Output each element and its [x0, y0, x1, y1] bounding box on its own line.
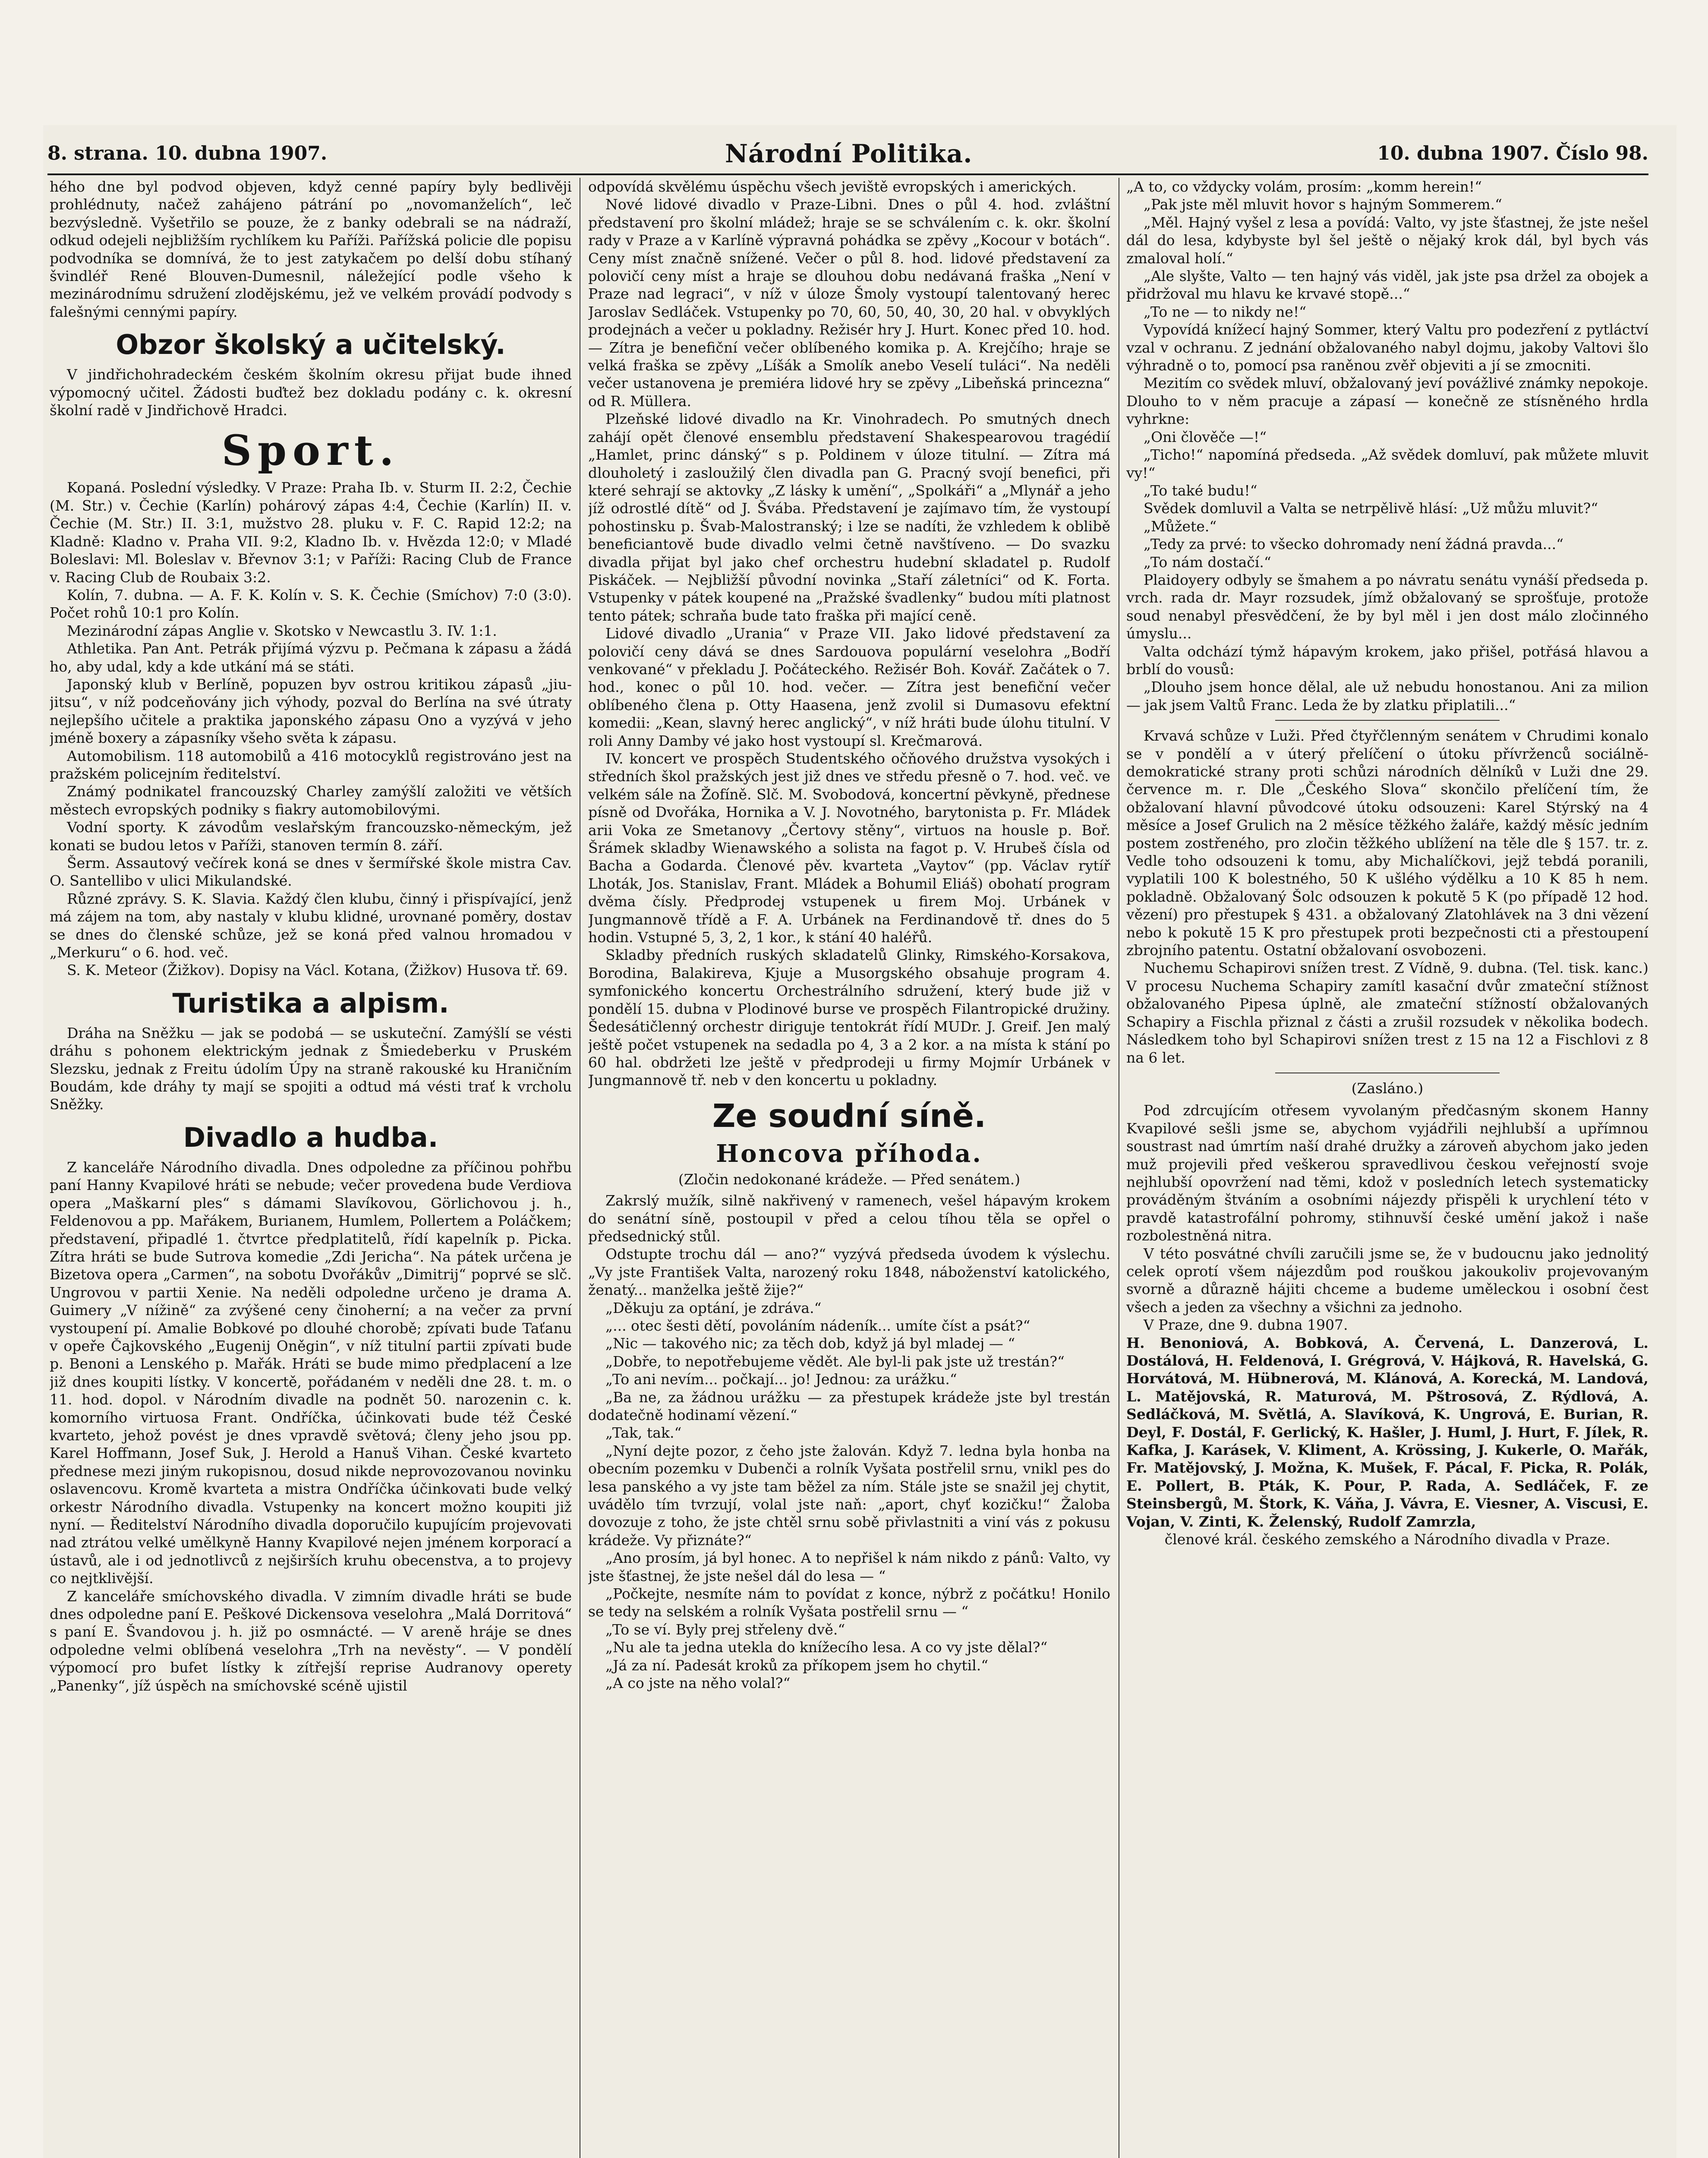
article-text: Mezinárodní zápas Anglie v. Skotsko v Newcastlu 3. IV. 1:1. [67, 622, 497, 639]
article-text: odpovídá skvělému úspěchu všech jeviště evropských i amerických. [588, 178, 1077, 195]
article-text: „Pak jste měl mluvit hovor s hajným Sommerem.“ [1144, 196, 1503, 213]
article-text: „A to, co vždycky volám, prosím: „komm herein!“ [1126, 178, 1482, 195]
article-title: Honcova příhoda. [716, 1139, 983, 1168]
separator-rule [1275, 720, 1500, 721]
article-text: Valta odchází týmž hápavým krokem, jako přišel, potřásá hlavou a brblí do vousů: [1126, 643, 1648, 678]
article-text: Různé zprávy. S. K. Slavia. Každý člen klubu, činný i přispívající, jenž má zájem na tom, aby nastaly v klubu klidné, urovnané poměry, dostav se dnes do členské schůze, jež se koná před valnou hromadou v „Merkuru“ o 6. hod. več. [50, 890, 572, 961]
article-text: Z kanceláře smíchovského divadla. V zimním divadle hráti se bude dnes odpoledne paní E. Peškové Dickensova veselohra „Malá Dorritová“ s paní E. Švandovou j. h. již po osmnácté. — V areně hráje se dnes odpoledne velmi oblíbená veselohra „Trh na nevěsty“. — V pondělí výpomocí pro bufet lístky k zítřejší reprise Audranovy operety „Panenky“, jíž úspěch na smíchovské scéně ujistil [50, 1587, 572, 1694]
article-text: V jindřichohradeckém českém školním okresu přijat bude ihned výpomocný učitel. Žádosti buďtež bez dokladu podány c. k. okresní školní radě v Jindřichově Hradci. [50, 366, 572, 419]
article-text: Plzeňské lidové divadlo na Kr. Vinohradech. Po smutných dnech zahájí opět členové ensemblu představení Shakespearovou tragédií „Hamlet, princ dánský“ s p. Poldinem v úloze titulní. — Zítra má dlouholetý i zasloužilý člen divadla pan G. Pracný svojí benefici, při které sehrají se aktovky „Z lásky k umění“, „Spolkáři“ a „Mlynář a jeho jíž odrostlé dítě“ od J. Švába. Představení je zajímavo tím, že vystoupí pohostinsku p. Švab-Malostranský; i lze se nadíti, že vzhledem k oblibě beneficiantově bude divadlo velmi četně navštíveno. — Do svazku divadla přijat byl jako chef orchestru hudební skladatel p. Rudolf Piskáček. — Nejbližší původní novinka „Staří záletníci“ od K. Forta. Vstupenky v pátek koupené na „Pražské švadlenky“ budou míti platnost tento pátek; schraňa bude tato fraška při mající ceně. [588, 410, 1110, 624]
article-text: Lidové divadlo „Urania“ v Praze VII. Jako lidové představení za polovičí ceny dává se dnes Sardouova populární veselohra „Bodří venkované“ v překladu J. Počáteckého. Režisér Boh. Kovář. Začátek o 7. hod., konec o půl 10. hod. večer. — Zítra jest benefiční večer oblíbeného člena p. Otty Haasena, jenž zvolil si Dumasovu efektní komedii: „Kean, slavný herec anglický“, v níž hráti bude úlohu titulní. V roli Anny Damby vé jako host vystoupí sl. Krečmarová. [588, 625, 1110, 749]
article-text: „Dobře, to nepotřebujeme vědět. Ale byl-li pak jste už trestán?“ [605, 1353, 1065, 1370]
article-text: Vodní sporty. K závodům veslařským francouzsko-německým, jež konati se budou letos v Paříži, stanoven termín 8. září. [50, 819, 572, 854]
article-text: „To se ví. Byly prej střeleny dvě.“ [605, 1621, 845, 1638]
column-1 [50, 178, 572, 2158]
article-text: Kolín, 7. dubna. — A. F. K. Kolín v. S. K. Čechie (Smíchov) 7:0 (3:0). Počet rohů 10:1 pro Kolín. [50, 586, 572, 622]
article-text: „To ani nevím... počkají... jo! Jednou: za urážku.“ [605, 1371, 957, 1388]
article-text: Vypovídá knížecí hajný Sommer, který Valtu pro podezření z pytláctví vzal v ochranu. Z jednání obžalovaného nabyl dojmu, jakoby Valtovi šlo výhradně o to, pomocí psa raněnou zvěř objeviti a jí se zmocniti. [1126, 321, 1648, 374]
article-subtitle: (Zločin nedokonané krádeže. — Před senátem.) [678, 1170, 1021, 1188]
notice-label: (Zasláno.) [1351, 1079, 1424, 1097]
article-text: S. K. Meteor (Žižkov). Dopisy na Václ. Kotana, (Žižkov) Husova tř. 69. [67, 962, 568, 979]
article-text: „Měl. Hajný vyšel z lesa a povídá: Valto, vy jste šťastnej, že jste nešel dál do lesa, kdybyste byl šel ještě o nějaký krok dál, byl bych vás zmaloval holí.“ [1126, 214, 1648, 267]
article-text: „Ba ne, za žádnou urážku — za přestupek krádeže jste byl trestán dodatečně hodinamí vězení.“ [588, 1388, 1110, 1423]
article-text: Známý podnikatel francouzský Charley zamýšlí založiti ve větších městech evropských podniky s fiakry automobilovými. [50, 783, 572, 818]
article-text: Zakrslý mužík, silně nakřivený v ramenech, vešel hápavým krokem do senátní síně, postoupil v před a celou tíhou těla se opřel o předsednický stůl. [588, 1192, 1110, 1245]
article-text: Plaidoyery odbyly se šmahem a po návratu senátu vynáší předseda p. vrch. rada dr. Mayr rozsudek, jímž obžalovaný se sprošťuje, protože soud nenabyl přesvědčení, že by byl měl i jen dost málo zločinného úmyslu... [1126, 571, 1648, 642]
article-text: Šerm. Assautový večírek koná se dnes v šermířské škole mistra Cav. O. Santellibo v ulici Mikulandské. [50, 855, 572, 890]
article-text: Odstupte trochu dál — ano?“ vyzývá předseda úvodem k výslechu. „Vy jste František Valta, narozený roku 1848, náboženství katolického, ženatý... manželka ještě žije?“ [588, 1246, 1110, 1299]
header-date-left: 8. strana. 10. dubna 1907. [47, 142, 328, 164]
article-text: „Nic — takového nic; za těch dob, když já byl mladej — “ [605, 1335, 1015, 1352]
article-text: Athletika. Pan Ant. Petrák přijímá výzvu p. Pečmana k zápasu a žádá ho, aby udal, kdy a kde utkání má se státi. [50, 640, 572, 675]
article-text: „To ne — to nikdy ne!“ [1144, 303, 1307, 320]
article-text: Automobilism. 118 automobilů a 416 motocyklů registrováno jest na pražském policejním ředitelství. [50, 747, 572, 782]
section-heading-sport: Sport. [221, 426, 400, 475]
article-text: IV. koncert ve prospěch Studentského očňového družstva vysokých i středních škol pražských jest již dnes ve středu přesně o 7. hod. več. ve velkém sále na Žofíně. Slč. M. Svobodová, koncertní pěvkyně, přednese písně od Dvořáka, Hornika a V. J. Novotného, barytonista p. Fr. Mládek arii Voka ze Smetanovy „Čertovy stěny“, virtuos na housle p. Boř. Šrámek skladby Wienawského a solista na fagot p. V. Hrubeš čísla od Bacha a Godarda. Členové pěv. kvarteta „Vaytov“ (pp. Václav rytíř Lhoták, Jos. Stanislav, Frant. Mládek a Bohumil Eliáš) obohatí program dvěma čísly. Předprodej vstupenek u firem Moj. Urbánek v Jungmannově třídě a F. A. Urbánek na Ferdinandově tř. dnes do 5 hodin. Vstupné 5, 3, 2, 1 kor., k stání 40 haléřů. [588, 750, 1110, 946]
column-2 [588, 178, 1110, 2158]
article-text: „To také budu!“ [1144, 482, 1257, 499]
article-text: Nuchemu Schapirovi snížen trest. Z Vídně, 9. dubna. (Tel. tisk. kanc.) V procesu Nuchema Schapiry zamítl kasační dvůr zmateční stížnost obžalovaného Pipesa úplně, ale zmateční stížností obžalovaných Schapiry a Fischla přiznal z části a zrušil rozsudek v několika bodech. Následkem toho byl Schapirovi snížen trest z 15 na 12 a Fischlovi z 8 na 6 let. [1126, 959, 1648, 1066]
article-text: „Ale slyšte, Valto — ten hajný vás viděl, jak jste psa držel za obojek a přidržoval mu hlavu ke krvavé stopě...“ [1126, 268, 1648, 303]
header-issue-number: 10. dubna 1907. Číslo 98. [1377, 142, 1648, 164]
section-heading-theatre: Divadlo a hudba. [183, 1121, 438, 1153]
masthead: Národní Politika. [725, 139, 973, 168]
column-3 [1126, 178, 1648, 2158]
section-heading-court: Ze soudní síně. [712, 1097, 986, 1135]
article-text: Skladby předních ruských skladatelů Glinky, Rimského-Korsakova, Borodina, Balakireva, Kjuje a Musorgského obsahuje program 4. symfonického koncertu Orchestrálního sdružení, který bude již v pondělí 15. dubna v Plodinové burse ve prospěch Filantropické družiny. Šedesátičlenný orchestr diriguje tentokrát řídí MUDr. J. Greif. Jen malý ještě počet vstupenek na sedadla po 4, 3 a 2 kor. a na místa k stání po 60 hal. obdržeti lze ještě v předprodeji u firmy Mojmír Urbánek v Jungmannově tř. neb v den koncertu u pokladny. [588, 946, 1110, 1089]
header-rule [47, 174, 1648, 175]
article-text: „Počkejte, nesmíte nám to povídat z konce, nýbrž z počátku! Honilo se tedy na selském a rolník Vyšata postřelil srnu — “ [588, 1585, 1110, 1620]
article-text: „To nám dostačí.“ [1144, 553, 1271, 571]
article-text: „Nu ale ta jedna utekla do knížecího lesa. A co vy jste dělal?“ [605, 1639, 1048, 1656]
article-text: „... otec šesti dětí, povoláním nádeník... umíte číst a psát?“ [605, 1317, 1030, 1334]
article-text: „Můžete.“ [1144, 517, 1217, 535]
signoff: členové král. českého zemského a Národního divadla v Praze. [1164, 1531, 1610, 1548]
article-text: Krvavá schůze v Luži. Před čtyřčlenným senátem v Chrudimi konalo se v pondělí a v úterý přelíčení o útoku přívrženců sociálně-demokratické strany proti schůzi národních dělníků v Luži dne 29. července m. r. Dle „Českého Slova“ skončilo přelíčení tím, že obžalovaní hlavní původcové útoku odsouzeni: Karel Stýrský na 4 měsíce a Josef Grulich na 2 měsíce těžkého žaláře, každý měsíc jedním postem zostřeného, pro zločin těžkého ublížení na těle dle § 157. tr. z. Vedle toho odsouzeni k tomu, aby Michalíčkovi, jejž tebdá poranili, vyplatili 100 K bolestného, 50 K ušlého výdělku a 10 K 85 h nem. pokladně. Obžalovaný Šolc odsouzen k pokutě 5 K (po případě 12 hod. vězení) pro přestupek § 431. a obžalovaný Zlatohlávek na 3 dni vězení nebo k pokutě 15 K pro přestupek proti bezpečnosti cti a přestoupení zbrojního patentu. Ostatní obžalovaní osvobozeni. [1126, 727, 1648, 959]
article-text: „Tak, tak.“ [605, 1424, 682, 1442]
article-text: Svědek domluvil a Valta se netrpělivě hlásí: „Už můžu mluvit?“ [1144, 500, 1598, 517]
article-text: Mezitím co svědek mluví, obžalovaný jeví povážlivé známky nepokoje. Dlouho to v něm pracuje a zápasí — konečně ze stísněného hrdla vyhrkne: [1126, 375, 1648, 428]
signatories-list: H. Benoniová, A. Bobková, A. Červená, L. Danzerová, L. Dostálová, H. Feldenová, I. Grégrová, V. Hájková, R. Havelská, G. Horvátová, M. Hübnerová, M. Klánová, A. Korecká, M. Landová, L. Matějovská, R. Maturová, M. Pštrosová, Z. Rýdlová, A. Sedláčková, M. Světlá, A. Slavíková, K. Ungrová, E. Burian, R. Deyl, F. Dostál, F. Gerlický, K. Hašler, J. Huml, J. Hurt, F. Jílek, R. Kafka, J. Karásek, V. Kliment, A. Krössing, J. Kukerle, O. Mařák, Fr. Matějovský, J. Možna, K. Mušek, F. Pácal, F. Picka, R. Polák, E. Pollert, B. Pták, K. Pour, P. Rada, A. Sedláček, F. ze Steinsbergů, M. Štork, K. Váňa, J. Vávra, E. Viesner, A. Viscusi, E. Vojan, V. Zinti, K. Želenský, Rudolf Zamrzla, [1126, 1334, 1648, 1530]
article-text: Dráha na Sněžku — jak se podobá — se uskuteční. Zamýšlí se vésti dráhu s pohonem elektrickým jednak z Šmiedeberku v Pruském Slezsku, jednak z Freitu údolím Úpy na straně rakouské ku Hraničním Boudám, kde dráhy ty mají se spojiti a odtud má vésti trať k vrcholu Sněžky. [50, 1024, 572, 1113]
article-text: „Děkuju za optání, je zdráva.“ [605, 1299, 822, 1316]
page-header [47, 137, 1648, 172]
article-text: „A co jste na něho volal?“ [605, 1675, 791, 1692]
article-text: Z kanceláře Národního divadla. Dnes odpoledne za příčinou pohřbu paní Hanny Kvapilové hráti se nebude; večer provedena bude Verdiova opera „Maškarní ples“ s dámami Slavíkovou, Görlichovou j. h., Feldenovou a pp. Mařákem, Burianem, Humlem, Pollertem a Poláčkem; představení, připadlé 1. čtvrtce předplatitelů, řídí kapelník p. Picka. Zítra hráti se bude Sutrova komedie „Zdi Jericha“. Na pátek určena je Bizetova opera „Carmen“, na sobotu Dvořákův „Dimitrij“ poprvé se slč. Ungrovou v partii Xenie. Na neděli odpoledne určeno je drama A. Guimery „V nížině“ za zvýšené ceny činoherní; a na večer za první vystoupení pí. Amalie Bobkové po dlouhé chorobě; zpívati bude Taťanu v opeře Čajkovského „Eugenij Oněgin“, v níž titulní partii zpívati bude p. Benoni a Lenského p. Mařák. Hráti se bude mimo předplacení a lze již dnes koupiti lístky. V koncertě, pořádaném v neděli dne 28. t. m. o 11. hod. dopol. v Národním divadle na podnět 50. narozenin c. k. komorního virtuosa Frant. Ondříčka, účinkovati bude též České kvarteto, jehož povést je dnes vpravdě světová; členy jeho jsou pp. Karel Hoffmann, Josef Suk, J. Herold a Hanuš Vihan. České kvarteto přednese mezi jiným rukopisnou, dosud nikde neprovozovanou novinku oslavencovu. Kromě kvarteta a mistra Ondříčka účinkovati bude velký orkestr Národního divadla. Vstupenky na koncert možno koupiti již nyní. — Ředitelství Národního divadla doporučilo kupujícím projevovati nad ztrátou velké umělkyně Hanny Kvapilové nejen jménem korporací a ústavů, ale i od jednotlivců z nejširších kruhu obecenstva, a to projevy co nejtklivější. [50, 1158, 572, 1587]
article-text: V této posvátné chvíli zaručili jsme se, že v budoucnu jako jednolitý celek oprotí všem nájezdům pod rouškou jakoukoliv projevovaným svorně a důrazně hájiti chceme a budeme uměleckou i osobní čest všech a jeden za všechny a všichni za jednoho. [1126, 1245, 1648, 1316]
article-text: „Ticho!“ napomíná předseda. „Až svědek domluví, pak můžete mluvit vy!“ [1126, 446, 1648, 481]
article-text: „Já za ní. Padesát kroků za příkopem jsem ho chytil.“ [605, 1656, 989, 1674]
article-text: Kopaná. Poslední výsledky. V Praze: Praha Ib. v. Sturm II. 2:2, Čechie (M. Str.) v. Čechie (Karlín) pohárový zápas 4:4, Čechie (Karlín) II. v. Čechie (M. Str.) II. 3:1, mužstvo 28. pluku v. F. C. Rapid 12:2; na Kladně: Kladno v. Praha VII. 9:2, Kladno Ib. v. Hvězda 12:0; v Mladé Boleslavi: Ml. Boleslav v. Břevnov 3:1; v Paříži: Racing Club de France v. Racing Club de Roubaix 3:2. [50, 479, 572, 586]
article-text: „Dlouho jsem honce dělal, ale už nebudu honostanou. Ani za milion — jak jsem Valtů Franc. Leda že by zlatku připlatili...“ [1126, 678, 1648, 713]
section-heading-tourism: Turistika a alpism. [172, 987, 449, 1019]
article-text: „Ano prosím, já byl honec. A to nepřišel k nám nikdo z pánů: Valto, vy jste šťastnej, že jste nešel dál do lesa — “ [588, 1549, 1110, 1584]
article-text: Japonský klub v Berlíně, popuzen byv ostrou kritikou zápasů „jiu-jitsu“, v níž podceňovány jich výhody, pozval do Berlína na své útraty nejlepšího učitele a praktika japonského zápasu Ono a vyzývá v jeho jméně boxery a zápasníky všeho světa k zápasu. [50, 675, 572, 747]
article-text: hého dne byl podvod objeven, když cenné papíry byly bedlivěji prohlédnuty, načež zahájeno pátrání po „novomanželích“, leč bezvýsledně. Vyšetřilo se pouze, že z banky odebrali se na nádraží, odkud odejeli nejbližším rychlíkem ku Paříži. Pařížská policie dle popisu podvodníka se domnívá, že to jest zatykačem po delší dobu stíhaný švindléř René Blouven-Dumesnil, náležející podle všeho k mezinárodnímu sdružení zlodějskému, jež ve velkém provádí podvody s falešnými cennými papíry. [50, 178, 572, 320]
dateline: V Praze, dne 9. dubna 1907. [1144, 1316, 1348, 1334]
article-text: Pod zdrcujícím otřesem vyvolaným předčasným skonem Hanny Kvapilové sešli jsme se, abychom vyjádřili nejhlubší a upřímnou soustrast nad úmrtím naší drahé družky a zároveň abychom jako jeden muž projevili před veškerou spravedlivou českou veřejností svoje nejhlubší opovržení nad těmi, kdož v posledních letech systematicky prováděným štváním a osobními nájezdy přispěli k urychlení této v pravdě katastrofální pohromy, stihnuvší české umění jakož i naše rozbolestněná nitra. [1126, 1102, 1648, 1244]
article-text: „Oni člověče —!“ [1144, 428, 1267, 445]
section-heading-school: Obzor školský a učitelský. [116, 329, 506, 361]
article-text: „Nyní dejte pozor, z čeho jste žalován. Když 7. ledna byla honba na obecním pozemku v Dubenči a rolník Vyšata postřelil srnu, vnikl pes do lesa panského a vy jste tam běžel za ním. Stále jste se snažil jej chytit, uvádělo tím tvrzují, volal jste naň: „aport, chyť kozičku!“ Žaloba dovozuje z toho, že jste chtěl srnu sobě přivlastniti a viní vás z pokusu krádeže. Vy přiznáte?“ [588, 1442, 1110, 1549]
article-text: Nové lidové divadlo v Praze-Libni. Dnes o půl 4. hod. zvláštní představení pro školní mládež; hraje se se schválením c. k. okr. školní rady v Praze a v Karlíně výpravná pohádka se zpěvy „Kocour v botách“. Ceny míst značně snížené. Večer o půl 8. hod. lidové představení za polovičí ceny míst a hraje se dlouhou dobu nedávaná fraška „Není v Praze nad legraci“, v níž v úloze Šmoly vystoupí talentovaný herec Jaroslav Sedláček. Vstupenky po 70, 60, 50, 40, 30, 20 hal. v obvyklých prodejnách a večer u pokladny. Režisér hry J. Hurt. Konec před 10. hod. — Zítra je benefiční večer oblíbeného komika p. A. Krejčího; hraje se velká fraška se zpěvy „Líšák a Smolík anebo Veselí tuláci“. Na neděli večer ustanovena je premiéra lidové hry se zpěvy „Libeňská princezna“ od R. Müllera. [588, 196, 1110, 410]
article-text: „Tedy za prvé: to všecko dohromady není žádná pravda...“ [1144, 536, 1564, 553]
